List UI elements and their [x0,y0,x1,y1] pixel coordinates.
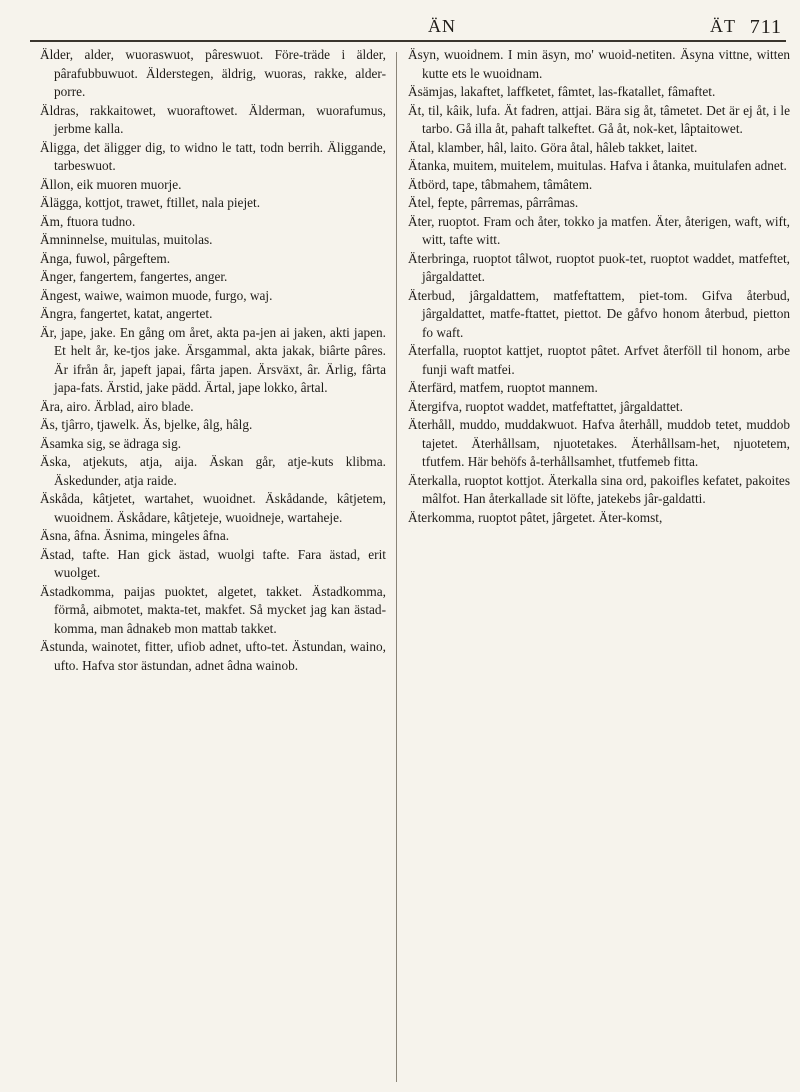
dictionary-entry: Ätel, fepte, pârremas, pârrâmas. [408,195,579,210]
dictionary-entry: Ätbörd, tape, tâbmahem, tâmâtem. [408,176,593,192]
dictionary-entry: Ängest, waiwe, waimon muode, furgo, waj. [40,287,273,303]
dictionary-entry: Ära, airo. Ärblad, airo blade. [40,398,194,414]
dictionary-entry: Äterbringa, ruoptot tâlwot, ruoptot puok-tet, ruoptot waddet, matfeftet, jârgaldattet. [408,250,790,284]
dictionary-entry: Äter, ruoptot. Fram och åter, tokko ja matfen. Äter, återigen, waft, wift, witt, tafte witt. [408,213,790,247]
dictionary-entry: Ät, til, kâik, lufa. Ät fadren, attjai. Bära sig åt, tâmetet. Det är ej åt, i le tarbo. Gå illa åt, pahaft talkeftet. Gå åt, nok-ket, lâptaitowet. [408,102,790,136]
dictionary-entry: Är, jape, jake. En gång om året, akta pa-jen ai jaken, akti japen. Et helt år, ke-tjos jake. Ärsgammal, akta jakak, biârte pâres. Är ifrån år, japeft japai, fârta japen. Ärsväxt, âr. Ärlig, fârta japa-fats. Ärstid, jake pädd. Ärtal, jape lokko, ârtal. [40,324,386,395]
dictionary-entry: Äterfärd, matfem, ruoptot mannem. [408,380,598,395]
page-number: 711 [749,16,782,38]
dictionary-entry: Äterkalla, ruoptot kottjot. Äterkalla sina ord, pakoifles kefatet, pakoites mâlfot. Han återkallade sit löfte, jatekebs jâr-galdatti. [408,472,790,506]
column-divider [396,52,397,1082]
dictionary-entry: Ästunda, wainotet, fitter, ufiob adnet, ufto-tet. Ästundan, waino, ufto. Hafva stor ästundan, adnet âdna wainob. [40,639,386,673]
page-header [30,10,786,42]
dictionary-entry: Ätergifva, ruoptot waddet, matfeftattet, jârgaldattet. [408,398,683,414]
dictionary-entry: Äterfalla, ruoptot kattjet, ruoptot pâtet. Arfvet återföll til honom, arbe funji waft matfei. [408,343,790,377]
dictionary-entry: Ästadkomma, paijas puoktet, algetet, takket. Ästadkomma, förmå, aibmotet, makta-tet, makfet. Så mycket jag kan ästad-komma, man âdnakeb mon mattab takket. [40,583,386,636]
dictionary-entry: Ätanka, muitem, muitelem, muitulas. Hafva i åtanka, muitulafen adnet. [408,158,787,173]
dictionary-entry: Änga, fuwol, pârgeftem. [40,250,171,266]
dictionary-entry: Äska, atjekuts, atja, aija. Äskan går, atje-kuts klibma. Äskedunder, atja raide. [40,454,386,488]
header-center-catchword: ÄT [710,16,736,36]
dictionary-entry: Ästad, tafte. Han gick ästad, wuolgi tafte. Fara ästad, erit wuolget. [40,546,386,580]
dictionary-entry: Äsyn, wuoidnem. I min äsyn, mo' wuoid-netiten. Äsyna vittne, witten kutte ets le wuoidnam. [408,47,790,81]
dictionary-entry: Äs, tjârro, tjawelk. Äs, bjelke, âlg, hâlg. [40,417,253,432]
dictionary-entry: Äm, ftuora tudno. [40,213,136,229]
dictionary-entry: Ängra, fangertet, katat, angertet. [40,306,213,321]
dictionary-entry: Äsämjas, lakaftet, laffketet, fâmtet, las-fkatallet, fâmaftet. [408,84,716,99]
dictionary-entry: Äterkomma, ruoptot pâtet, jârgetet. Äter-komst, [408,509,663,525]
dictionary-entry: Älder, alder, wuoraswuot, pâreswuot. Före-träde i älder, pârafubbuwuot. Älderstegen, äldrig, wuoras, rakke, alder-porre. [40,47,386,99]
dictionary-entry: Älägga, kottjot, trawet, ftillet, nala piejet. [40,195,261,210]
dictionary-entry: Äterbud, jârgaldattem, matfeftattem, piet-tom. Gifva återbud, jârgaldattet, matfe-ftattet, piettot. De gåfvo honom återbud, pietton fo waft. [408,287,790,340]
dictionary-entry: Ämninnelse, muitulas, muitolas. [40,232,213,247]
left-column [40,46,386,675]
dictionary-entry: Änger, fangertem, fangertes, anger. [40,269,228,284]
dictionary-entry: Äsna, âfna. Äsnima, mingeles âfna. [40,528,230,543]
dictionary-entry: Ätal, klamber, hâl, laito. Göra åtal, hâleb takket, laitet. [408,139,698,155]
dictionary-entry: Äsamka sig, se ädraga sig. [40,435,182,451]
dictionary-entry: Ällon, eik muoren muorje. [40,176,182,192]
dictionary-entry: Äldras, rakkaitowet, wuoraftowet. Älderman, wuorafumus, jerbme kalla. [40,102,386,136]
dictionary-entry: Äskåda, kâtjetet, wartahet, wuoidnet. Äskådande, kâtjetem, wuoidnem. Äskådare, kâtjeteje, wuoidneje, wartaheje. [40,491,386,525]
dictionary-entry: Äterhåll, muddo, muddakwuot. Hafva återhåll, muddob tetet, muddob tajetet. Äterhållsam, njuotetakes. Äterhållsam-het, njuotetem, tfutfem. Här behöfs å-terhållsamhet, tfutfemeb fitta. [408,417,790,469]
dictionary-entry: Äligga, det äligger dig, to widno le tatt, todn berrih. Äliggande, tarbeswuot. [40,139,386,173]
right-column [408,46,790,527]
header-left-catchword: ÄN [428,16,456,36]
